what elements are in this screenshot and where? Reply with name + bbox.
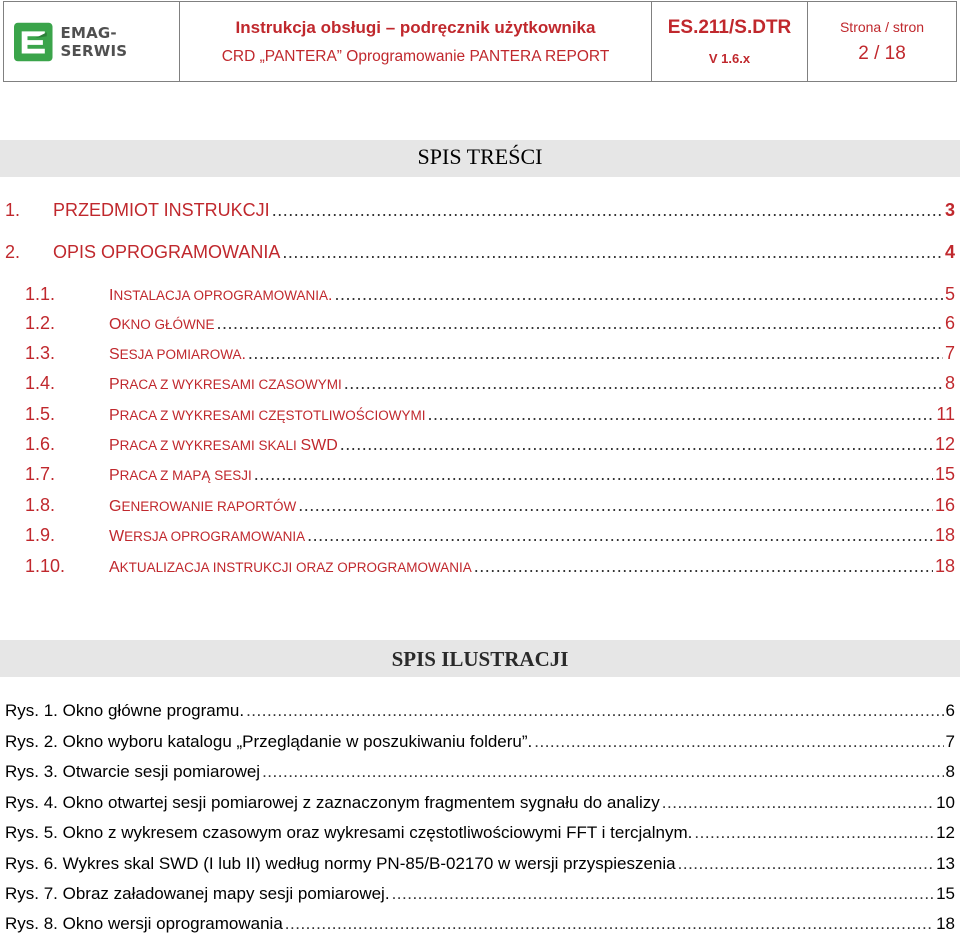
toc-title: GENEROWANIE RAPORTÓW (109, 498, 297, 515)
dot-leader (678, 854, 934, 874)
toc-chapter-2[interactable] (0, 242, 955, 263)
toc-page: 8 (944, 373, 955, 393)
figure-page: 7 (945, 732, 955, 751)
toc-section-1-8[interactable] (0, 495, 955, 516)
dot-leader (474, 556, 933, 577)
figure-entry-7[interactable] (0, 884, 955, 904)
toc-number: 1.3. (25, 343, 56, 363)
dot-leader (307, 525, 933, 546)
figure-entry-4[interactable] (0, 793, 955, 813)
page-block (808, 2, 956, 81)
toc-chapter-1[interactable] (0, 200, 955, 221)
toc-page: 3 (944, 200, 955, 220)
figure-entry-1[interactable] (0, 701, 955, 721)
toc-heading: SPIS TREŚCI (0, 140, 960, 177)
figure-entry-5[interactable] (0, 823, 955, 843)
toc-number: 1.6. (25, 434, 56, 454)
document-header (3, 1, 957, 82)
toc-page: 18 (934, 525, 955, 545)
figure-page: 18 (936, 914, 955, 933)
toc-number: 2. (5, 242, 21, 262)
toc-page: 7 (944, 343, 955, 363)
dot-leader (340, 434, 933, 455)
toc-number: 1.9. (25, 525, 56, 545)
figure-page: 10 (936, 793, 955, 812)
dot-leader (246, 701, 943, 721)
toc-title: WERSJA OPROGRAMOWANIA (109, 528, 306, 545)
figure-label: Rys. 6. Wykres skal SWD (I lub II) według normy PN-85/B-02170 w wersji przyspieszenia (5, 854, 676, 873)
figure-page: 12 (936, 823, 955, 842)
figure-label: Rys. 7. Obraz załadowanej mapy sesji pomiarowej. (5, 884, 390, 903)
document-subtitle: CRD „PANTERA” Oprogramowanie PANTERA REPORT (221, 47, 610, 65)
figure-label: Rys. 4. Okno otwartej sesji pomiarowej z zaznaczonym fragmentem sygnału do analizy (5, 793, 660, 812)
dot-leader (427, 404, 934, 425)
toc-section-1-2[interactable] (0, 313, 955, 334)
toc-section-1-1[interactable] (0, 284, 955, 305)
logo-text: EMAG-SERWIS (60, 23, 128, 60)
toc-page: 15 (934, 464, 955, 484)
dot-leader (254, 464, 933, 485)
toc-title: PRZEDMIOT INSTRUKCJI (53, 200, 270, 220)
toc-title: PRACA Z WYKRESAMI CZĘSTOTLIWOŚCIOWYMI (109, 407, 426, 424)
figure-label: Rys. 5. Okno z wykresem czasowym oraz wykresami częstotliwościowymi FFT i tercjalnym. (5, 823, 693, 842)
company-logo-icon (14, 22, 53, 62)
dot-leader (534, 732, 943, 752)
toc-title: INSTALACJA OPROGRAMOWANIA. (109, 287, 333, 304)
toc-number: 1.2. (25, 313, 56, 333)
figure-label: Rys. 3. Otwarcie sesji pomiarowej (5, 762, 261, 781)
toc-number: 1.10. (25, 556, 66, 576)
dot-leader (694, 823, 934, 843)
document-code: ES.211/S.DTR (667, 17, 792, 38)
toc-title: OKNO GŁÓWNE (109, 316, 215, 333)
figure-entry-6[interactable] (0, 854, 955, 874)
toc-section-1-4[interactable] (0, 373, 955, 394)
toc-section-1-10[interactable] (0, 556, 955, 577)
code-block (652, 2, 808, 81)
dot-leader (298, 495, 933, 516)
dot-leader (285, 914, 934, 934)
dot-leader (344, 373, 943, 394)
toc-section-1-7[interactable] (0, 464, 955, 485)
toc-page: 4 (944, 242, 955, 262)
figure-label: Rys. 2. Okno wyboru katalogu „Przeglądanie w poszukiwaniu folderu”. (5, 732, 533, 751)
toc-number: 1.1. (25, 284, 56, 304)
toc-section-1-3[interactable] (0, 343, 955, 364)
toc-title: PRACA Z MAPĄ SESJI (109, 467, 252, 484)
toc-section-1-6[interactable] (0, 434, 955, 455)
toc-section-1-5[interactable] (0, 404, 955, 425)
dot-leader (282, 242, 943, 263)
dot-leader (662, 793, 934, 813)
figure-page: 8 (945, 762, 955, 781)
figures-heading: SPIS ILUSTRACJI (0, 640, 960, 677)
figure-entry-3[interactable] (0, 762, 955, 782)
toc-title: SESJA POMIAROWA. (109, 346, 246, 363)
figure-page: 15 (936, 884, 955, 903)
figure-entry-2[interactable] (0, 732, 955, 752)
dot-leader (334, 284, 943, 305)
dot-leader (392, 884, 935, 904)
toc-title: OPIS OPROGRAMOWANIA (53, 242, 281, 262)
dot-leader (262, 762, 943, 782)
toc-number: 1.8. (25, 495, 56, 515)
toc-number: 1. (5, 200, 21, 220)
toc-page: 18 (934, 556, 955, 576)
toc-number: 1.4. (25, 373, 56, 393)
toc-section-1-9[interactable] (0, 525, 955, 546)
dot-leader (216, 313, 943, 334)
logo-block (4, 2, 180, 81)
toc-page: 11 (936, 404, 955, 424)
figure-label: Rys. 1. Okno główne programu. (5, 701, 245, 720)
toc-page: 6 (944, 313, 955, 333)
toc-title: PRACA Z WYKRESAMI SKALI SWD (109, 437, 338, 454)
document-version: V 1.6.x (708, 51, 751, 66)
page-number: 2 / 18 (858, 42, 906, 64)
figure-entry-8[interactable] (0, 914, 955, 934)
dot-leader (248, 343, 943, 364)
toc-number: 1.5. (25, 404, 56, 424)
dot-leader (272, 200, 943, 221)
toc-title: PRACA Z WYKRESAMI CZASOWYMI (109, 376, 342, 393)
toc-page: 5 (944, 284, 955, 304)
toc-number: 1.7. (25, 464, 56, 484)
figure-page: 6 (945, 701, 955, 720)
toc-page: 12 (934, 434, 955, 454)
title-block (180, 2, 652, 81)
document-title: Instrukcja obsługi – podręcznik użytkownika (235, 17, 596, 37)
figure-label: Rys. 8. Okno wersji oprogramowania (5, 914, 283, 933)
toc-page: 16 (934, 495, 955, 515)
figure-page: 13 (936, 854, 955, 873)
page-label: Strona / stron (839, 18, 925, 35)
toc-title: AKTUALIZACJA INSTRUKCJI ORAZ OPROGRAMOWANIA (109, 559, 472, 576)
